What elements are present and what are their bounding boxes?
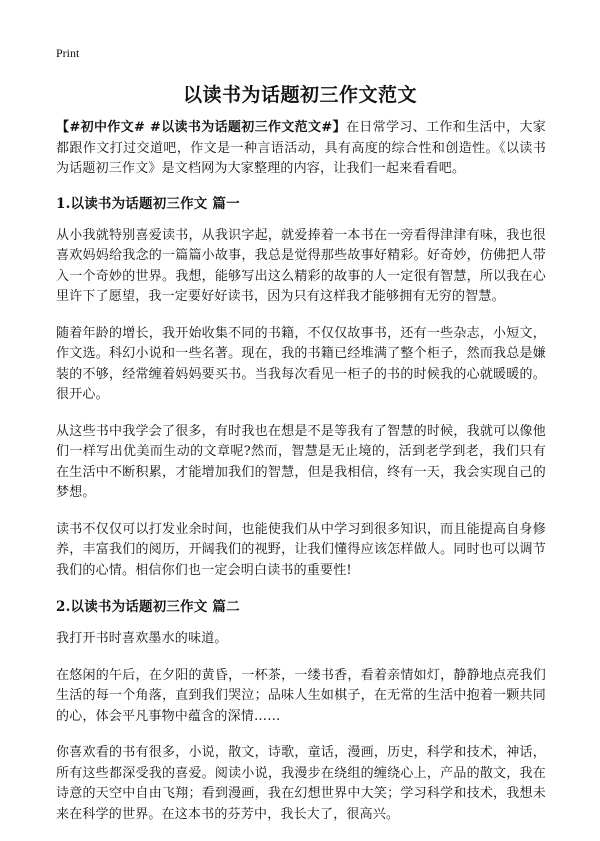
article-2-paragraph: 你喜欢看的书有很多，小说，散文，诗歌，童话，漫画，历史，科学和技术，神话，所有这些都深受我的喜爱。阅读小说，我漫步在绕组的缠绕心上，产品的散文，我在诗意的天空中自由飞翔；看到漫画，我在幻想世界中大笑；学习科学和技术，我想未来在科学的世界。在这本书的芬芳中，我长大了，很高兴。 bbox=[56, 745, 546, 822]
article-1-heading: 1.以读书为话题初三作文 篇一 bbox=[56, 195, 240, 212]
article-1-paragraph: 从这些书中我学会了很多，有时我也在想是不是等我有了智慧的时候，我就可以像他们一样写出优美而生动的文章呢?然而，智慧是无止境的，活到老学到老，我们只有在生活中不断积累，才能增加我们的智慧，但是我相信，终有一天，我会实现自己的梦想。 bbox=[56, 423, 546, 500]
article-2-paragraph: 我打开书时喜欢墨水的味道。 bbox=[56, 631, 228, 646]
intro-tags[interactable]: #初中作文# #以读书为话题初三作文范文# bbox=[69, 120, 333, 135]
article-2-paragraph: 在悠闲的午后，在夕阳的黄昏，一杯茶，一缕书香，看着亲情如灯，静静地点亮我们生活的每一个角落，直到我们哭泣；品味人生如棋子，在无常的生活中抱着一颗共同的心，体会平凡事物中蕴含的深情…… bbox=[56, 667, 546, 724]
intro-tag-close: 】 bbox=[332, 120, 346, 135]
article-1-paragraph: 随着年龄的增长，我开始收集不同的书籍，不仅仅故事书，还有一些杂志，小短文，作文选。科幻小说和一些名著。现在，我的书籍已经堆满了整个柜子，然而我总是嫌装的不够，经常缠着妈妈要买书。当我每次看见一柜子的书的时候我的心就暖暖的。很开心。 bbox=[56, 325, 546, 402]
document-body bbox=[56, 118, 546, 841]
page-title: 以读书为话题初三作文范文 bbox=[182, 84, 417, 106]
intro-tag-open: 【 bbox=[56, 120, 70, 135]
article-2-heading: 2.以读书为话题初三作文 篇二 bbox=[56, 599, 240, 615]
article-1-paragraph: 从小我就特别喜爱读书，从我识字起，就爱捧着一本书在一旁看得津津有味，我也很喜欢妈妈给我念的一篇篇小故事，我总是觉得那些故事好精彩。好奇妙，仿佛把人带入一个奇妙的世界。我想，能够写出这么精彩的故事的人一定很有智慧，所以我在心里许下了愿望，我一定要好好读书，因为只有这样我才能够拥有无穷的智慧。 bbox=[56, 227, 546, 304]
intro-paragraph bbox=[56, 118, 546, 180]
intro-text: 在日常学习、工作和生活中，大家都跟作文打过交道吧，作文是一种言语活动，具有高度的综合性和创造性。《以读书为话题初三作文》是文档网为大家整理的内容，让我们一起来看看吧。 bbox=[56, 120, 547, 176]
print-link[interactable]: Print bbox=[56, 46, 80, 60]
article-1-paragraph: 读书不仅仅可以打发业余时间，也能使我们从中学习到很多知识，而且能提高自身修养，丰富我们的阅历，开阔我们的视野，让我们懂得应该怎样做人。同时也可以调节我们的心情。相信你们也一定会明白读书的重要性! bbox=[56, 521, 546, 578]
